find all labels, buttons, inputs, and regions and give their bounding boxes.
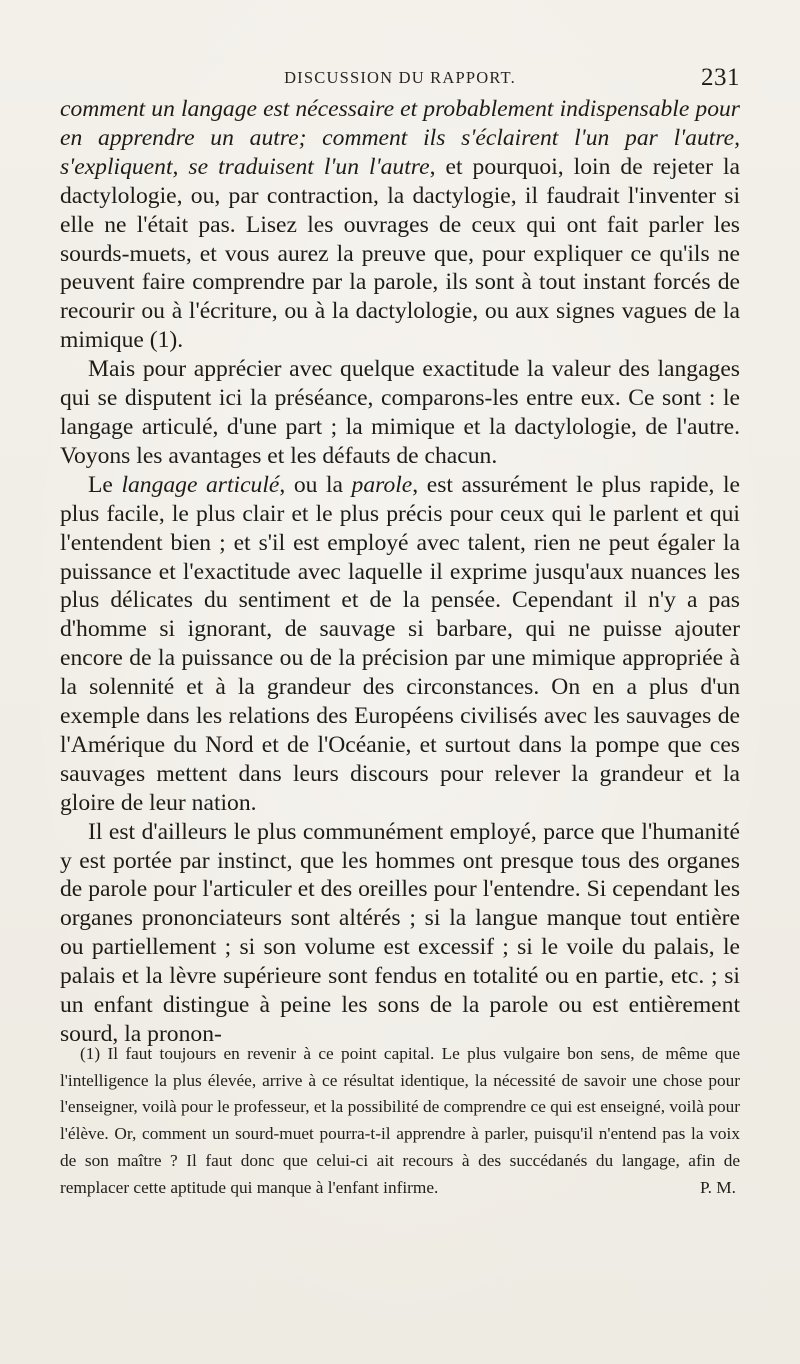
paragraph-3-a: Le — [88, 471, 122, 498]
paragraph-2: Mais pour apprécier avec quelque exactitude la valeur des langages qui se disputent ici la préséance, comparons-les entre eux. Ce sont : le langage articulé, d'une part ; la mimique et la dactylologie, de l'autre. Voyons les avantages et les défauts de chacun. — [60, 356, 740, 469]
footnote — [60, 1041, 740, 1201]
running-title: DISCUSSION DU RAPPORT. — [284, 68, 516, 87]
paragraph-1 — [60, 95, 740, 355]
term-langage-articule: langage articulé — [121, 471, 280, 498]
paragraph-3-e: , est assurément le plus rapide, le plus facile, le plus clair et le plus précis pour ceux qui le parlent et qui l'entendent bien ; et s'il est employé avec talent, rien ne peut égaler la puissance et l'exactitude avec laquelle il exprime jusqu'aux nuances les plus délicates du sentiment et de la pensée. Cependant il n'y a pas d'homme si ignorant, de sauvage si barbare, qui ne puisse ajouter encore de la puissance ou de la précision par une mimique appropriée à la solennité et à la grandeur des circonstances. On en a plus d'un exemple dans les relations des Européens civilisés avec les sauvages de l'Amérique du Nord et de l'Océanie, et surtout dans la pompe que ces sauvages mettent dans leurs discours pour relever la grandeur et la gloire de leur nation. — [60, 471, 741, 816]
footnote-signature: P. M. — [699, 1177, 736, 1197]
footnote-paragraph — [60, 1041, 740, 1201]
paragraph-3 — [60, 471, 740, 818]
paragraph-3-c: , ou la — [279, 471, 352, 498]
running-head — [60, 64, 740, 91]
term-parole: parole — [351, 471, 413, 498]
page-number: 231 — [701, 64, 740, 91]
paragraph-1-italic-lead: comment un langage est nécessaire et probablement indispensable pour en apprendre un autre; comment ils s'éclairent l'un par l'autre, s'expliquent, se traduisent l'un l'autre — [60, 96, 740, 180]
paragraph-4: Il est d'ailleurs le plus communément employé, parce que l'humanité y est portée par instinct, que les hommes ont presque tous des organes de parole pour l'articuler et des oreilles pour l'entendre. Si cependant les organes prononciateurs sont altérés ; si la langue manque tout entière ou partiellement ; si son volume est excessif ; si le voile du palais, le palais et la lèvre supérieure sont fendus en totalité ou en partie, etc. ; si un enfant distingue à peine les sons de la parole ou est entièrement sourd, la pronon- — [60, 818, 740, 1047]
main-text — [60, 95, 740, 1049]
footnote-text: (1) Il faut toujours en revenir à ce point capital. Le plus vulgaire bon sens, de même que l'intelligence la plus élevée, arrive à ce résultat identique, la nécessité de savoir une chose pour l'enseigner, voilà pour le professeur, et la possibilité de comprendre ce qui est enseigné, voilà pour l'élève. Or, comment un sourd-muet pourra-t-il apprendre à parler, puisqu'il n'entend pas la voix de son maître ? Il faut donc que celui-ci ait recours à des succédanés du langage, afin de remplacer cette aptitude qui manque à l'enfant infirme. — [60, 1044, 740, 1197]
paragraph-1-rest: , et pourquoi, loin de rejeter la dactylologie, ou, par contraction, la dactylogie, il faudrait l'inventer si elle ne l'était pas. Lisez les ouvrages de ceux qui ont fait parler les sourds-muets, et vous aurez la preuve que, pour expliquer ce qu'ils ne peuvent faire comprendre par la parole, ils sont à tout instant forcés de recourir ou à l'écriture, ou à la dactylologie, ou aux signes vagues de la mimique (1). — [60, 153, 740, 354]
